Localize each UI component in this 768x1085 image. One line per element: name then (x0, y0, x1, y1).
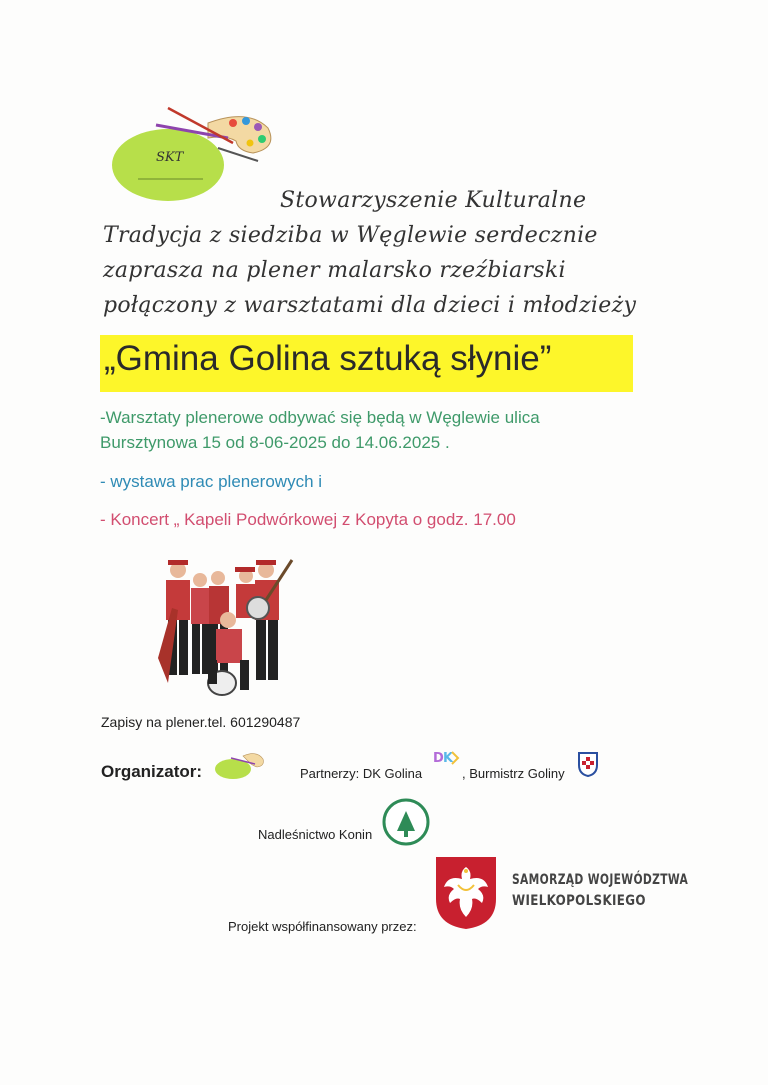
organizer-label: Organizator: (101, 762, 203, 781)
intro-line-1: Stowarzyszenie Kulturalne (280, 188, 587, 213)
concert-line: - Koncert „ Kapeli Podwórkowej z Kopyta o godz. 17.00 (100, 510, 516, 529)
workshop-line-1: -Warsztaty plenerowe odbywać się będą w Węglewie ulica (100, 408, 540, 427)
skt-logo (108, 103, 278, 203)
exhibition-line: - wystawa prac plenerowych i (100, 472, 323, 491)
organizer-logo (213, 750, 265, 780)
dk-golina-logo (430, 748, 460, 772)
region-name-line-2: WIELKOPOLSKIEGO (512, 893, 646, 909)
region-name-line-1: SAMORZĄD WOJEWÓDZTWA (512, 872, 689, 888)
skt-logo-text: SKT (156, 150, 184, 165)
event-title: „Gmina Golina sztuką słynie” (104, 339, 552, 378)
funding-label: Projekt współfinansowany przez: (228, 919, 417, 934)
burmistrz-label: , Burmistrz Goliny (462, 766, 565, 781)
wielkopolska-eagle-shield (434, 855, 498, 931)
intro-line-3: zaprasza na plener malarsko rzeźbiarski (103, 258, 566, 283)
golina-crest-icon (577, 751, 599, 777)
partners-label: Partnerzy: DK Golina (300, 766, 423, 781)
intro-line-4: połączony z warsztatami dla dzieci i młodzieży (103, 293, 637, 318)
forest-district-label: Nadleśnictwo Konin (258, 827, 373, 842)
workshop-line-2: Bursztynowa 15 od 8-06-2025 do 14.06.2025 . (100, 433, 450, 452)
svg-text:D: D (433, 751, 444, 766)
forest-service-logo (381, 797, 431, 847)
svg-text:K: K (443, 751, 454, 766)
band-photo (150, 548, 300, 700)
signup-phone: Zapisy na plener.tel. 601290487 (101, 714, 301, 730)
intro-line-2: Tradycja z siedziba w Węglewie serdecznie (103, 223, 598, 248)
